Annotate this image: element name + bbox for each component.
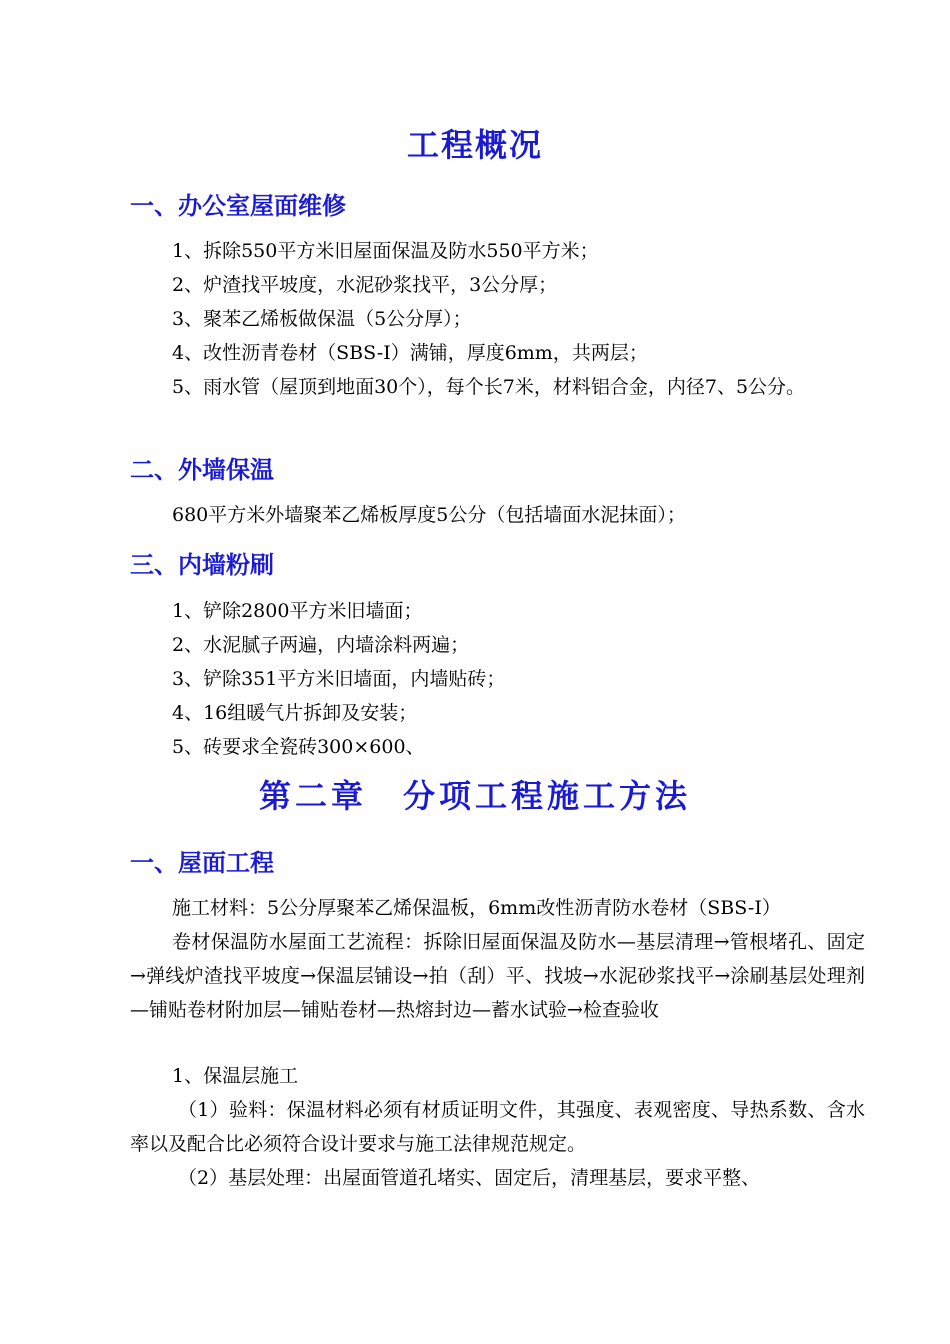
section-heading-roof-works: 一、屋面工程 [130,849,274,877]
chapter-title: 第二章 分项工程施工方法 [258,777,691,815]
paragraph: 680平方米外墙聚苯乙烯板厚度5公分（包括墙面水泥抹面）； [172,504,686,526]
list-item: 1、铲除2800平方米旧墙面； [172,600,423,622]
list-item: 2、水泥腻子两遍，内墙涂料两遍； [172,634,470,656]
list-item: 3、聚苯乙烯板做保温（5公分厚）； [172,308,472,330]
list-item: 5、雨水管（屋顶到地面30个），每个长7米，材料铝合金，内径7、5公分。 [172,376,806,398]
list-item: 4、16组暖气片拆卸及安装； [172,702,418,724]
list-item: 5、砖要求全瓷砖300×600、 [172,736,425,758]
section-heading-office-roof: 一、办公室屋面维修 [130,192,346,220]
paragraph-step: （2）基层处理：出屋面管道孔堵实、固定后，清理基层，要求平整、 [178,1167,761,1189]
paragraph-step: （1）验料：保温材料必须有材质证明文件，其强度、表观密度、导热系数、含水率以及配合比必须符合设计要求与施工法律规范规定。 [130,1099,865,1155]
list-item: 4、改性沥青卷材（SBS-I）满铺，厚度6mm，共两层； [172,342,648,364]
section-heading-exterior-insulation: 二、外墙保温 [130,456,274,484]
list-item: 3、铲除351平方米旧墙面，内墙贴砖； [172,668,506,690]
section-heading-interior-painting: 三、内墙粉刷 [130,551,274,579]
page-title: 工程概况 [406,126,543,164]
list-item: 2、炉渣找平坡度，水泥砂浆找平，3公分厚； [172,274,558,296]
list-item: 1、拆除550平方米旧屋面保温及防水550平方米； [172,240,599,262]
subheading: 1、保温层施工 [172,1065,299,1087]
paragraph-process-flow: 卷材保温防水屋面工艺流程：拆除旧屋面保温及防水—基层清理→管根堵孔、固定→弹线炉渣找平坡度→保温层铺设→拍（刮）平、找坡→水泥砂浆找平→涂刷基层处理剂—铺贴卷材附加层—铺贴卷材—热熔封边—蓄水试验→检查验收 [130,931,865,1021]
paragraph-materials: 施工材料：5公分厚聚苯乙烯保温板，6mm改性沥青防水卷材（SBS-I） [172,897,781,919]
